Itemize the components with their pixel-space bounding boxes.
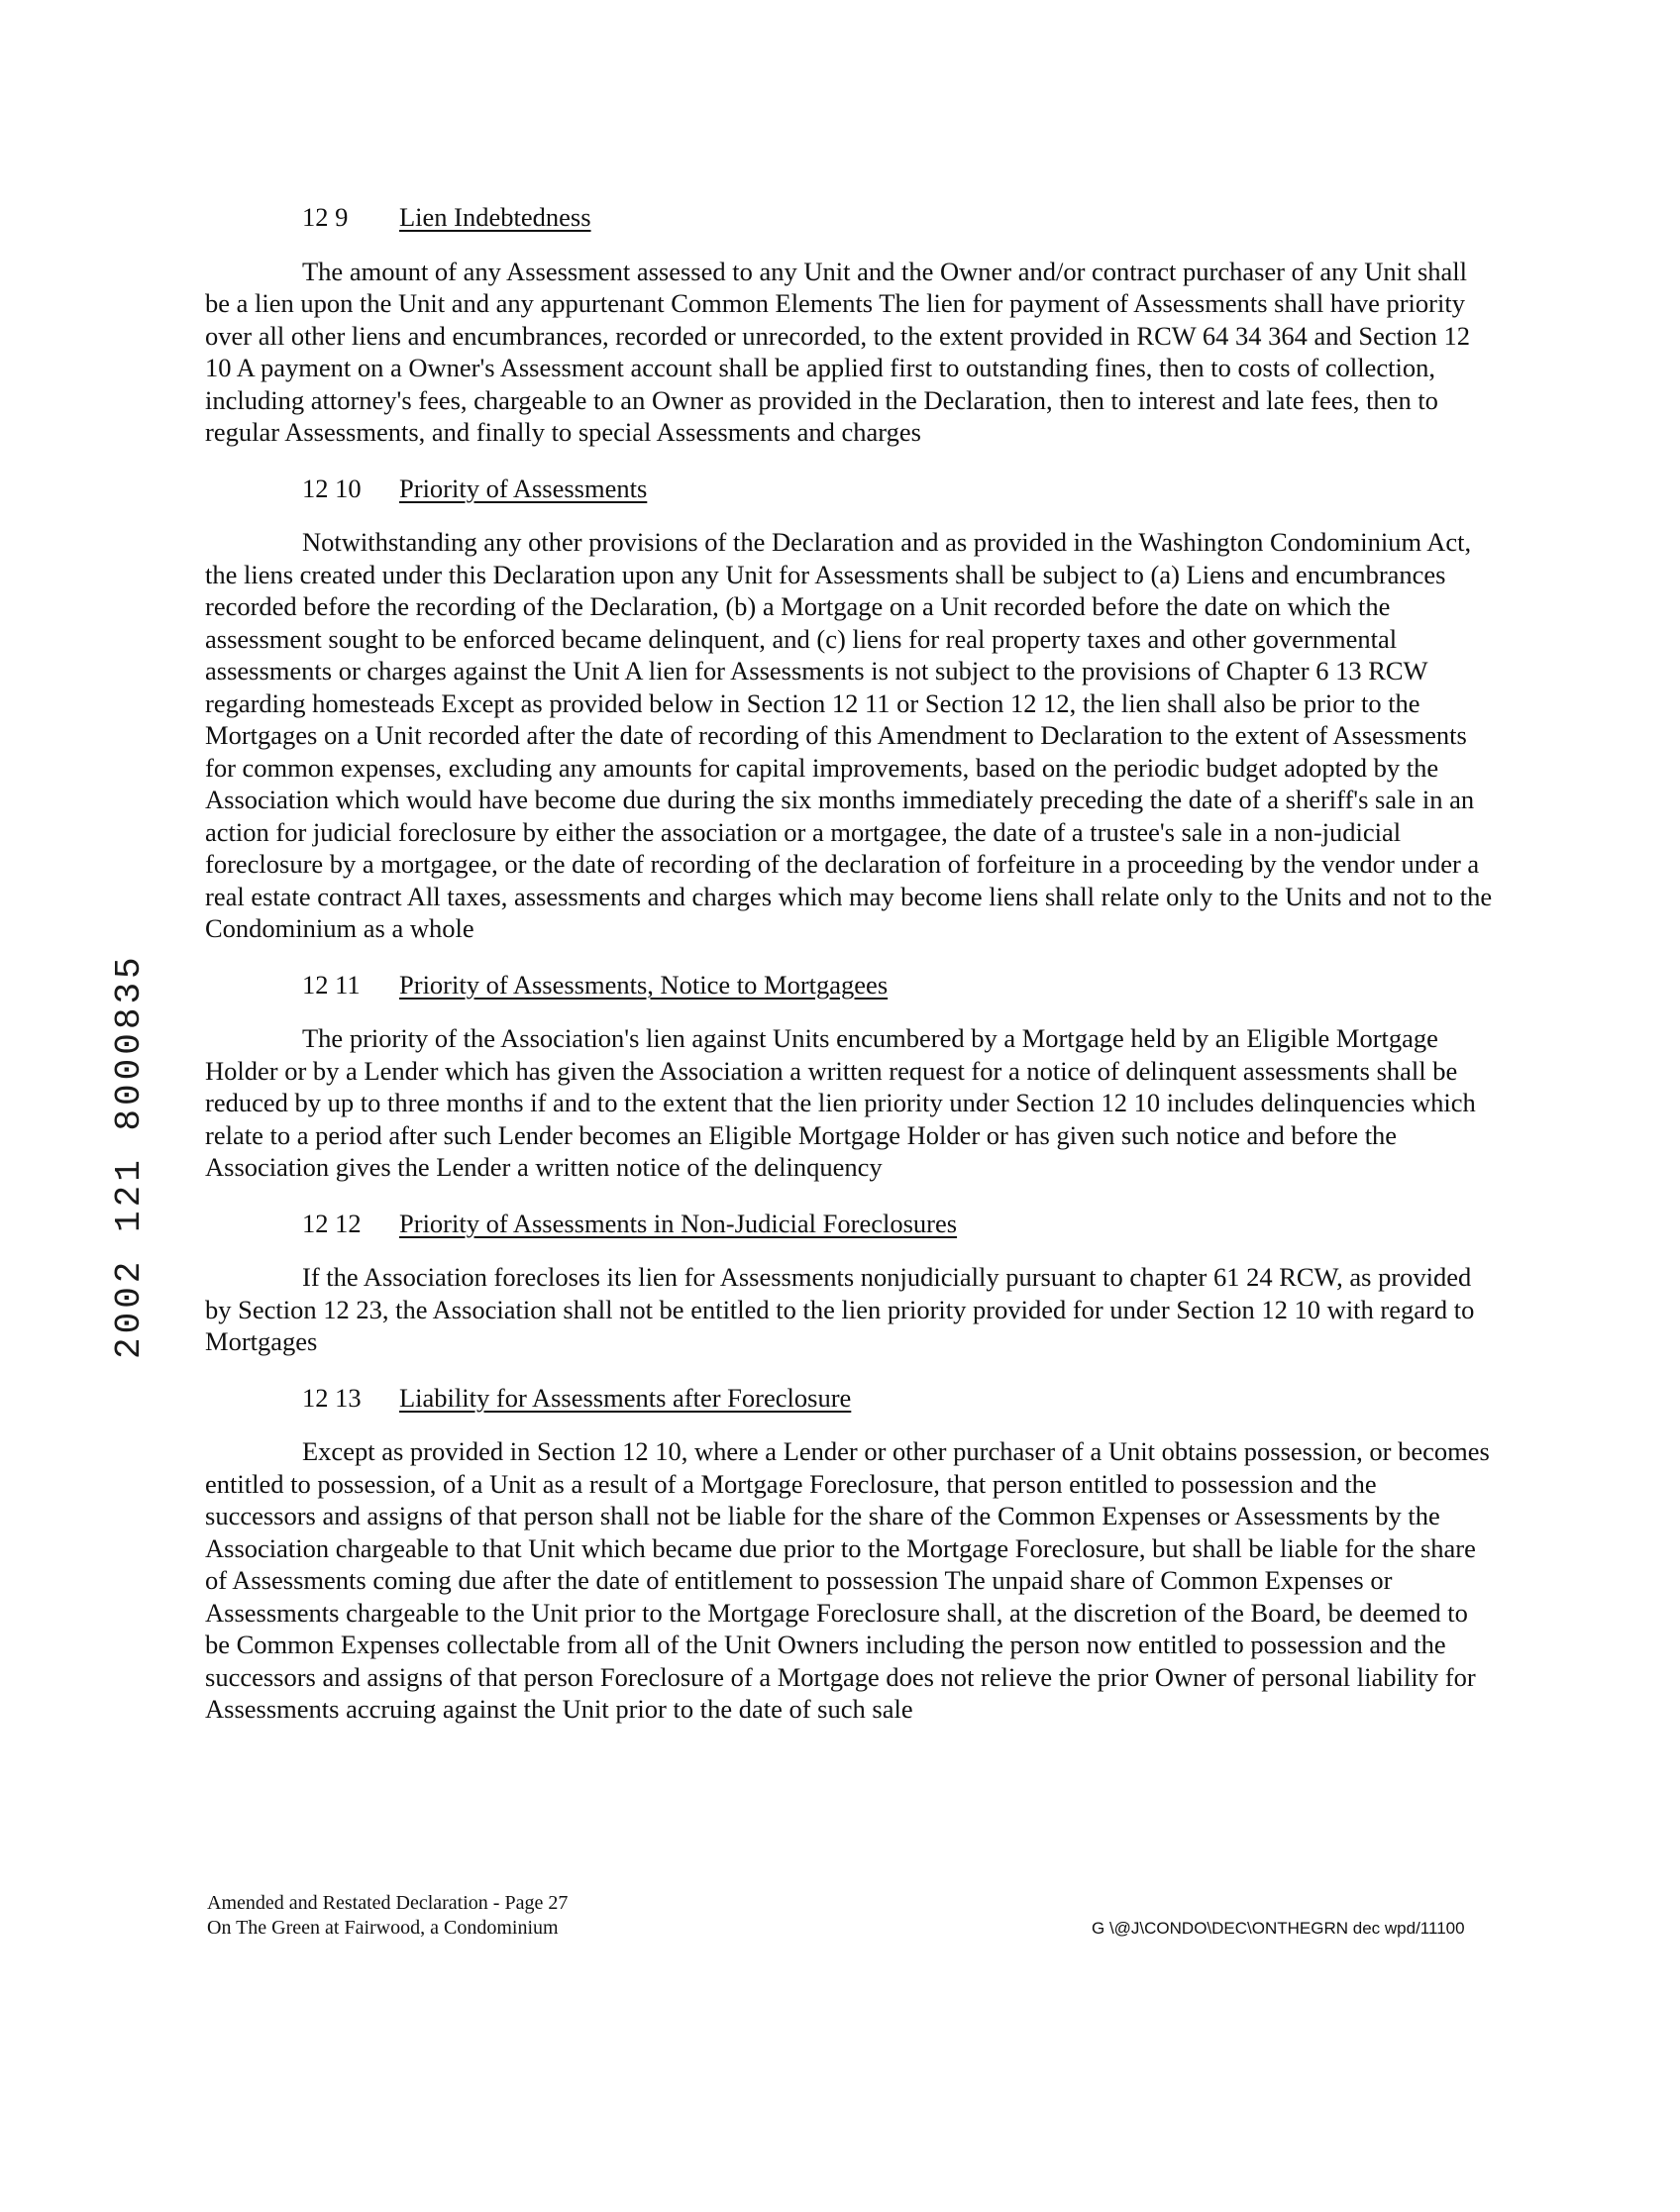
section-title: Liability for Assessments after Foreclosure	[399, 1382, 852, 1413]
footer-file-path: G \@J\CONDO\DEC\ONTHEGRN dec wpd/11100	[1092, 1919, 1465, 1938]
section-12-12	[205, 1208, 1493, 1358]
section-paragraph: If the Association forecloses its lien for Assessments nonjudicially pursuant to chapter 61 24 RCW, as provided by Section 12 23, the Association shall not be entitled to the lien priority provided for under Section 12 10 with regard to Mortgages	[205, 1262, 1475, 1356]
section-12-11	[205, 969, 1493, 1184]
section-heading	[302, 1208, 1493, 1240]
section-paragraph: Notwithstanding any other provisions of the Declaration and as provided in the Washington Condominium Act, the liens created under this Declaration upon any Unit for Assessments shall be subject to (a) Liens and encumbrances recorded before the recording of the Declaration, (b) a Mortgage on a Unit recorded before the date on which the assessment sought to be enforced became delinquent, and (c) liens for real property taxes and other governmental assessments or charges against the Unit A lien for Assessments is not subject to the provisions of Chapter 6 13 RCW regarding homesteads Except as provided below in Section 12 11 or Section 12 12, the lien shall also be prior to the Mortgages on a Unit recorded after the date of recording of this Amendment to Declaration to the extent of Assessments for common expenses, excluding any amounts for capital improvements, based on the periodic budget adopted by the Association which would have become due during the six months immediately preceding the date of a sheriff's sale in an action for judicial foreclosure by either the association or a mortgagee, the date of a trustee's sale in a non-judicial foreclosure by a mortgagee, or the date of recording of the declaration of forfeiture in a proceeding by the vendor under a real estate contract All taxes, assessments and charges which may become liens shall relate only to the Units and not to the Condominium as a whole	[205, 527, 1493, 943]
section-number: 12 10	[302, 473, 362, 503]
section-heading	[302, 969, 1493, 1001]
section-paragraph: The amount of any Assessment assessed to any Unit and the Owner and/or contract purchaser of any Unit shall be a lien upon the Unit and any appurtenant Common Elements The lien for payment of Assessments shall have priority over all other liens and encumbrances, recorded or unrecorded, to the extent provided in RCW 64 34 364 and Section 12 10 A payment on a Owner's Assessment account shall be applied first to outstanding fines, then to costs of collection, including attorney's fees, chargeable to an Owner as provided in the Declaration, then to interest and late fees, then to regular Assessments, and finally to special Assessments and charges	[205, 256, 1471, 447]
section-number: 12 9	[302, 202, 349, 232]
section-title: Priority of Assessments in Non-Judicial Foreclosures	[399, 1208, 958, 1238]
section-12-10	[205, 473, 1493, 945]
footer-page-label: Amended and Restated Declaration - Page 27	[207, 1892, 569, 1914]
section-paragraph: The priority of the Association's lien against Units encumbered by a Mortgage held by an Eligible Mortgage Holder or by a Lender which has given the Association a written request for a notice of delinquent assessments shall be reduced by up to three months if and to the extent that the lien priority under Section 12 10 includes delinquencies which relate to a period after such Lender becomes an Eligible Mortgage Holder or has given such notice and before the Association gives the Lender a written notice of the delinquency	[205, 1023, 1476, 1182]
section-title: Lien Indebtedness	[399, 202, 591, 232]
section-heading	[302, 201, 1493, 234]
section-heading	[302, 473, 1493, 505]
section-12-13	[205, 1382, 1493, 1726]
page-footer	[207, 1891, 568, 1941]
section-heading	[302, 1382, 1493, 1415]
document-body	[205, 201, 1493, 1749]
section-number: 12 12	[302, 1208, 362, 1238]
section-title: Priority of Assessments	[399, 473, 648, 503]
section-number: 12 11	[302, 969, 361, 1000]
section-title: Priority of Assessments, Notice to Mortgagees	[399, 969, 889, 1000]
footer-document-name: On The Green at Fairwood, a Condominium	[207, 1917, 559, 1939]
recording-number-stamp: 2002 121 8000835	[109, 953, 150, 1359]
section-number: 12 13	[302, 1382, 362, 1413]
section-12-9	[205, 201, 1493, 449]
section-paragraph: Except as provided in Section 12 10, where a Lender or other purchaser of a Unit obtains possession, or becomes entitled to possession, of a Unit as a result of a Mortgage Foreclosure, that person entitled to possession and the successors and assigns of that person shall not be liable for the share of the Common Expenses or Assessments by the Association chargeable to that Unit which became due prior to the Mortgage Foreclosure, but shall be liable for the share of Assessments coming due after the date of entitlement to possession The unpaid share of Common Expenses or Assessments chargeable to the Unit prior to the Mortgage Foreclosure shall, at the discretion of the Board, be deemed to be Common Expenses collectable from all of the Unit Owners including the person now entitled to possession and the successors and assigns of that person Foreclosure of a Mortgage does not relieve the prior Owner of personal liability for Assessments accruing against the Unit prior to the date of such sale	[205, 1436, 1490, 1724]
